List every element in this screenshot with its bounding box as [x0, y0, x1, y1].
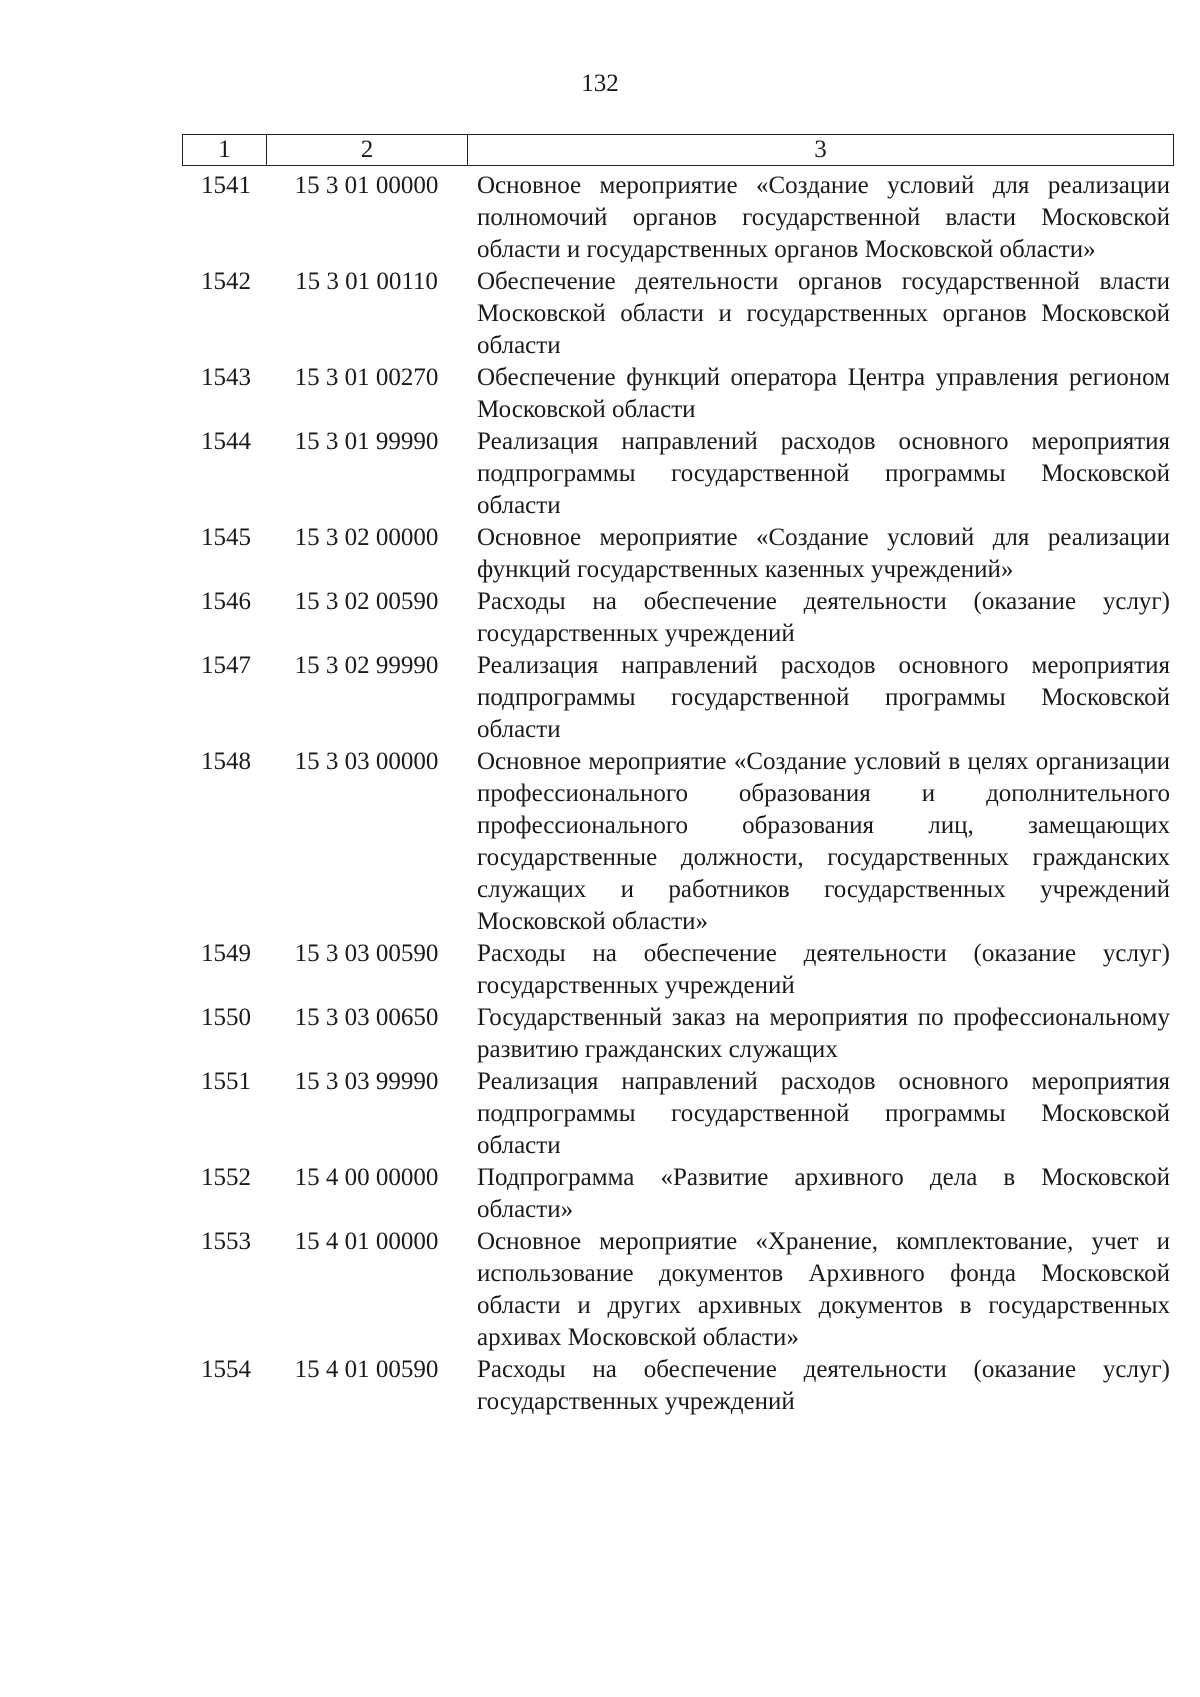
row-number: 1545 — [201, 524, 251, 551]
row-code: 15 3 01 00270 — [294, 364, 439, 391]
table-row — [182, 362, 1174, 426]
row-number: 1554 — [201, 1356, 251, 1383]
row-number: 1541 — [201, 172, 251, 199]
table-row — [182, 650, 1174, 746]
table-row — [182, 426, 1174, 522]
row-description: Расходы на обеспечение деятельности (оказание услуг) государственных учреждений — [477, 588, 1170, 647]
row-number: 1551 — [201, 1068, 251, 1095]
row-code: 15 3 02 00590 — [294, 588, 439, 615]
table-row — [182, 1226, 1174, 1354]
row-number: 1549 — [201, 940, 251, 967]
row-description: Обеспечение функций оператора Центра управления регионом Московской области — [477, 364, 1170, 423]
row-code: 15 4 01 00000 — [294, 1228, 439, 1255]
row-code: 15 3 03 00000 — [294, 748, 439, 775]
table-row — [182, 1354, 1174, 1418]
row-description: Реализация направлений расходов основного мероприятия подпрограммы государственной программы Московской области — [477, 652, 1170, 743]
row-code: 15 3 01 00000 — [294, 172, 439, 199]
table-row — [182, 586, 1174, 650]
table-row — [182, 746, 1174, 938]
table-row — [182, 938, 1174, 1002]
header-cell-3: 3 — [814, 136, 827, 163]
row-description: Основное мероприятие «Создание условий для реализации полномочий органов государственной власти Московской области и государственных органов Московской области» — [477, 172, 1170, 263]
row-description: Реализация направлений расходов основного мероприятия подпрограммы государственной программы Московской области — [477, 428, 1170, 519]
row-number: 1552 — [201, 1164, 251, 1191]
row-number: 1550 — [201, 1004, 251, 1031]
row-code: 15 3 02 00000 — [294, 524, 439, 551]
row-description: Расходы на обеспечение деятельности (оказание услуг) государственных учреждений — [477, 1356, 1170, 1415]
row-number: 1543 — [201, 364, 251, 391]
row-number: 1548 — [201, 748, 251, 775]
row-description: Государственный заказ на мероприятия по профессиональному развитию гражданских служащих — [477, 1004, 1170, 1063]
row-description: Обеспечение деятельности органов государственной власти Московской области и государственных органов Московской области — [477, 268, 1170, 359]
table-row — [182, 266, 1174, 362]
table-body — [182, 170, 1174, 1418]
row-number: 1547 — [201, 652, 251, 679]
table-row — [182, 1162, 1174, 1226]
row-number: 1546 — [201, 588, 251, 615]
table-header — [182, 134, 1174, 166]
row-description: Расходы на обеспечение деятельности (оказание услуг) государственных учреждений — [477, 940, 1170, 999]
row-code: 15 3 02 99990 — [294, 652, 439, 679]
row-code: 15 3 03 00650 — [294, 1004, 439, 1031]
row-number: 1544 — [201, 428, 251, 455]
row-number: 1553 — [201, 1228, 251, 1255]
page-number: 132 — [581, 70, 619, 97]
table-row — [182, 1002, 1174, 1066]
row-description: Основное мероприятие «Создание условий в целях организации профессионального образования и дополнительного профессионального образования лиц, замещающих государственные должности, государственных гражданских служащих и работников государственных учреждений Московской области» — [477, 748, 1170, 935]
row-description: Основное мероприятие «Хранение, комплектование, учет и использование документов Архивного фонда Московской области и других архивных документов в государственных архивах Московской области» — [477, 1228, 1170, 1351]
row-code: 15 4 01 00590 — [294, 1356, 439, 1383]
row-number: 1542 — [201, 268, 251, 295]
row-code: 15 3 01 99990 — [294, 428, 439, 455]
row-code: 15 3 01 00110 — [295, 268, 438, 295]
table-row — [182, 522, 1174, 586]
row-description: Подпрограмма «Развитие архивного дела в Московской области» — [477, 1164, 1170, 1223]
table-row — [182, 170, 1174, 266]
header-cell-1: 1 — [183, 135, 267, 165]
table-row — [182, 1066, 1174, 1162]
row-code: 15 4 00 00000 — [294, 1164, 439, 1191]
header-cell-2: 2 — [267, 135, 468, 165]
row-description: Реализация направлений расходов основного мероприятия подпрограммы государственной программы Московской области — [477, 1068, 1170, 1159]
row-code: 15 3 03 99990 — [294, 1068, 439, 1095]
row-description: Основное мероприятие «Создание условий для реализации функций государственных казенных учреждений» — [477, 524, 1170, 583]
row-code: 15 3 03 00590 — [294, 940, 439, 967]
